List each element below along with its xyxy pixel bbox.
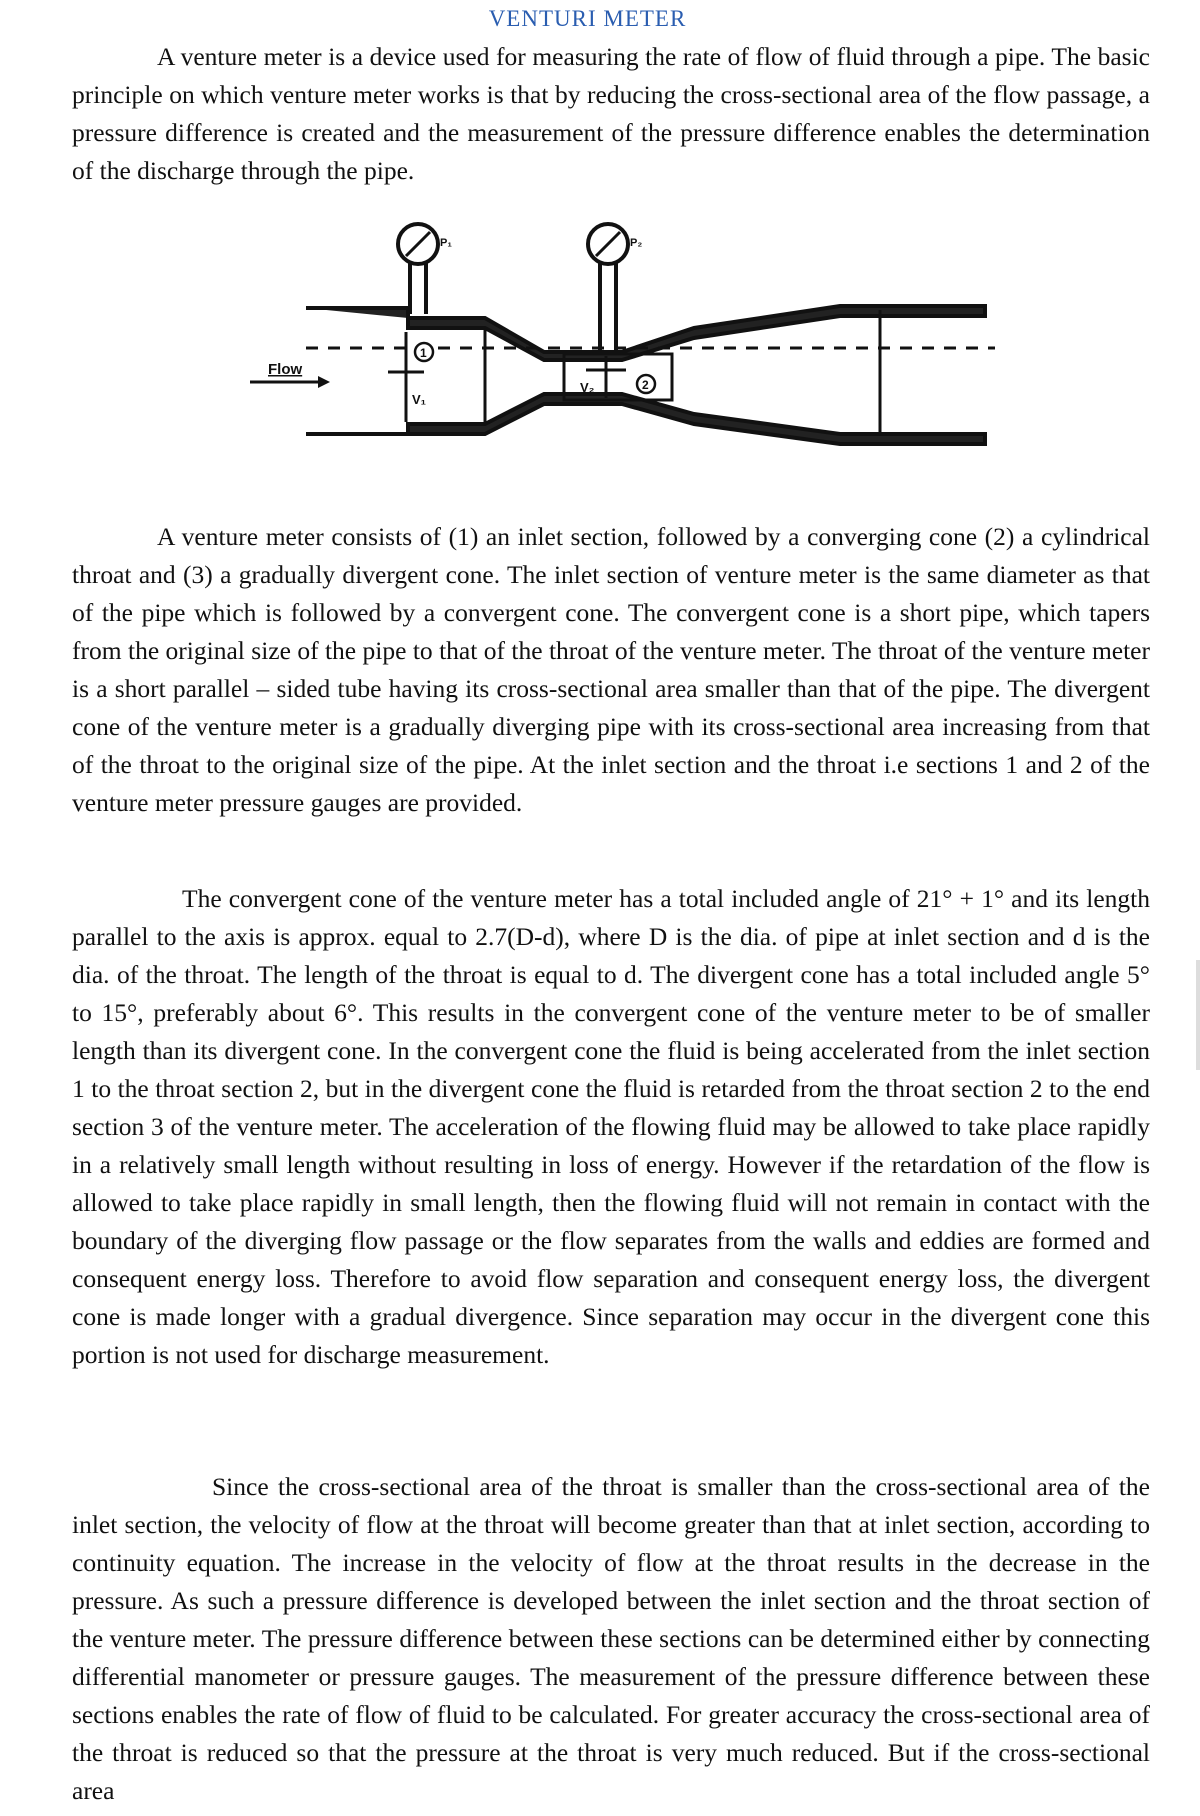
section-1-label: 1 — [420, 346, 427, 360]
cone-angles-paragraph: The convergent cone of the venture meter has a total included angle of 21° + 1° and its length parallel to the axis is approx. equal to 2.7(D-d), where D is the dia. of pipe at inlet section and d is the dia. of the throat. The length of the throat is equal to d. The divergent cone has a total included angle 5° to 15°, preferably about 6°. This results in the convergent cone of the venture meter to be of smaller length than its divergent cone. In the convergent cone the fluid is being accelerated from the inlet section 1 to the throat section 2, but in the divergent cone the fluid is retarded from the throat section 2 to the end section 3 of the venture meter. The acceleration of the flowing fluid may be allowed to take place rapidly in a relatively small length without resulting in loss of energy. However if the retardation of the flow is allowed to take place rapidly in small length, then the flowing fluid will not remain in contact with the boundary of the diverging flow passage or the flow separates from the walls and eddies are formed and consequent energy loss. Therefore to avoid flow separation and consequent energy loss, the divergent cone is made longer with a gradual divergence. Since separation may occur in the divergent cone this portion is not used for discharge measurement. — [72, 884, 1150, 1369]
page-title: VENTURI METER — [488, 6, 687, 31]
gauge-1-label: P₁ — [440, 237, 452, 249]
intro-paragraph: A venture meter is a device used for measuring the rate of flow of fluid through a pipe. The basic principle on which venture meter works is that by reducing the cross-sectional area of the flow passage, a pressure difference is created and the measurement of the pressure difference enables the determination of the discharge through the pipe. — [72, 42, 1150, 185]
v1-label: V₁ — [412, 392, 427, 407]
v2-label: V₂ — [580, 380, 595, 395]
flow-label: Flow — [268, 361, 303, 378]
top-wall — [306, 306, 985, 360]
section-2-label: 2 — [642, 378, 649, 392]
pressure-difference-paragraph: Since the cross-sectional area of the throat is smaller than the cross-sectional area of the inlet section, the velocity of flow at the throat will become greater than that at inlet section, according to continuity equation. The increase in the velocity of flow at the throat results in the decrease in the pressure. As such a pressure difference is developed between the inlet section and the throat section of the venture meter. The pressure difference between these sections can be determined either by connecting differential manometer or pressure gauges. The measurement of the pressure difference between these sections enables the rate of flow of fluid to be calculated. For greater accuracy the cross-sectional area of the throat is reduced so that the pressure at the throat is very much reduced. But if the cross-sectional area — [72, 1472, 1150, 1805]
components-paragraph: A venture meter consists of (1) an inlet section, followed by a converging cone (2) a cylindrical throat and (3) a gradually divergent cone. The inlet section of venture meter is the same diameter as that of the pipe which is followed by a convergent cone. The convergent cone is a short pipe, which tapers from the original size of the pipe to that of the throat of the venture meter. The throat of the venture meter is a short parallel – sided tube having its cross-sectional area smaller than that of the pipe. The divergent cone of the venture meter is a gradually diverging pipe with its cross-sectional area increasing from that of the throat to the original size of the pipe. At the inlet section and the throat i.e sections 1 and 2 of the venture meter pressure gauges are provided. — [72, 522, 1150, 817]
gauge-2-label: P₂ — [630, 237, 643, 249]
page-edge-shadow — [1196, 960, 1200, 1070]
venturi-meter-diagram — [250, 222, 1000, 497]
